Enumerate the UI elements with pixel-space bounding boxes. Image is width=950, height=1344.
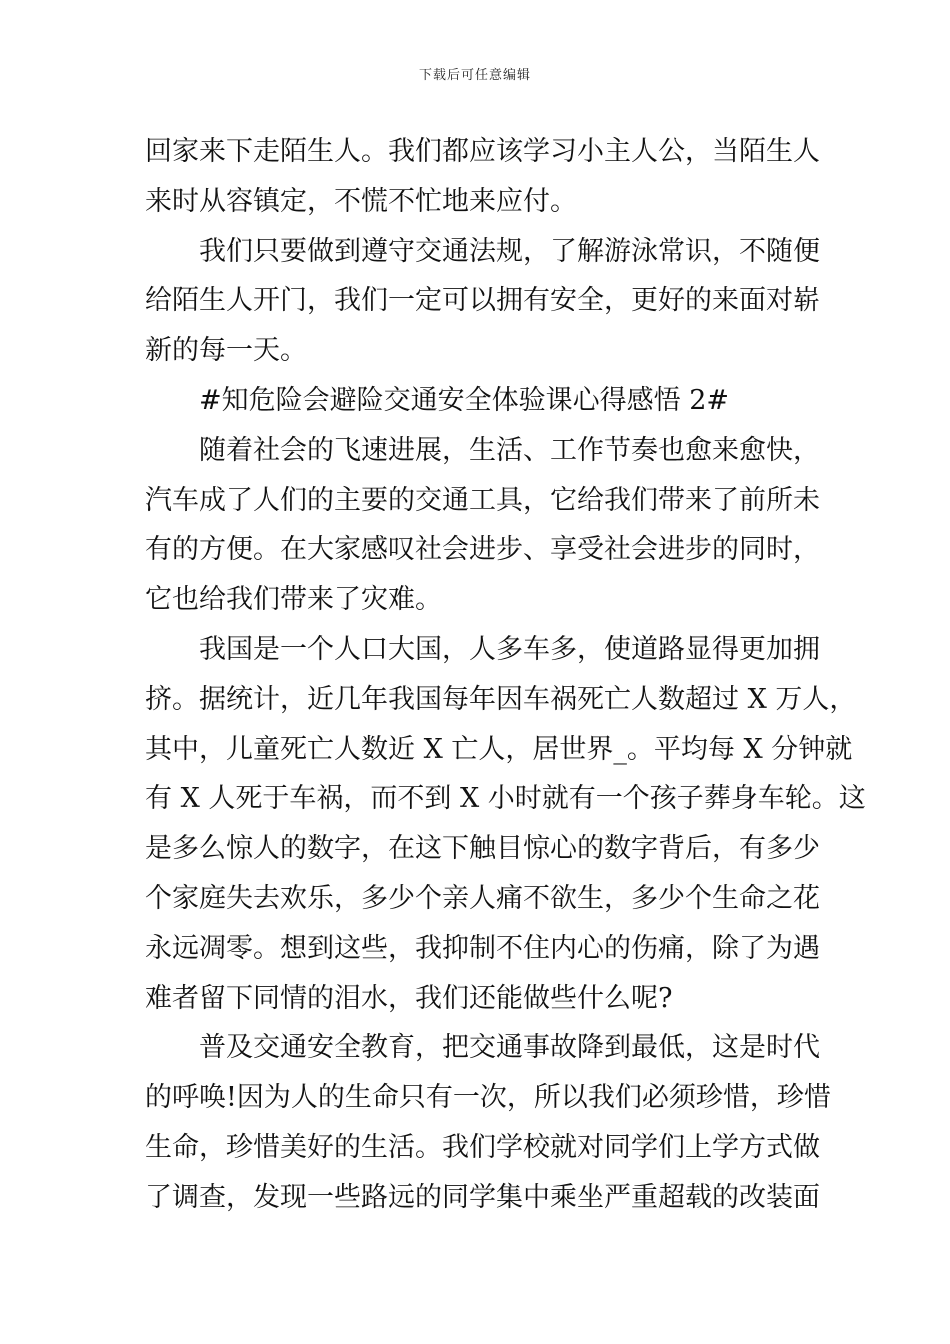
page-header: 下载后可任意编辑 [418, 68, 531, 83]
text-line: 回家来下走陌生人。我们都应该学习小主人公，当陌生人 [145, 136, 820, 167]
text-line: 随着社会的飞速进展，生活、工作节奏也愈来愈快， [199, 434, 820, 466]
text-line: 挤。据统计，近几年我国每年因车祸死亡人数超过 X 万人， [145, 683, 857, 715]
text-line: 来时从容镇定，不慌不忙地来应付。 [145, 185, 577, 217]
text-line: 普及交通安全教育，把交通事故降到最低，这是时代 [199, 1032, 820, 1064]
text-line: 给陌生人开门，我们一定可以拥有安全，更好的来面对崭 [145, 285, 820, 317]
text-line: 个家庭失去欢乐，多少个亲人痛不欲生，多少个生命之花 [145, 882, 820, 914]
document-body [145, 127, 866, 1223]
text-line: 我们只要做到遵守交通法规，了解游泳常识，不随便 [199, 235, 820, 267]
text-line: 我国是一个人口大国，人多车多，使道路显得更加拥 [199, 633, 820, 665]
text-line: 的呼唤!因为人的生命只有一次，所以我们必须珍惜，珍惜 [145, 1082, 831, 1114]
text-line: 有 X 人死于车祸，而不到 X 小时就有一个孩子葬身车轮。这 [145, 783, 866, 815]
text-line: 了调查，发现一些路远的同学集中乘坐严重超载的改装面 [145, 1181, 820, 1213]
text-line: 永远凋零。想到这些，我抑制不住内心的伤痛，除了为遇 [145, 932, 820, 964]
text-line: 生命，珍惜美好的生活。我们学校就对同学们上学方式做 [145, 1131, 820, 1163]
text-line: #知危险会避险交通安全体验课心得感悟 2# [199, 384, 730, 416]
text-line: 其中，儿童死亡人数近 X 亡人，居世界_。平均每 X 分钟就 [145, 733, 853, 765]
text-line: 它也给我们带来了灾难。 [145, 584, 442, 616]
text-line: 有的方便。在大家感叹社会进步、享受社会进步的同时， [145, 534, 820, 566]
text-line: 汽车成了人们的主要的交通工具，它给我们带来了前所未 [145, 484, 820, 516]
text-line: 新的每一天。 [145, 335, 307, 367]
text-line: 难者留下同情的泪水，我们还能做些什么呢? [145, 982, 673, 1014]
text-line: 是多么惊人的数字，在这下触目惊心的数字背后，有多少 [145, 833, 820, 865]
